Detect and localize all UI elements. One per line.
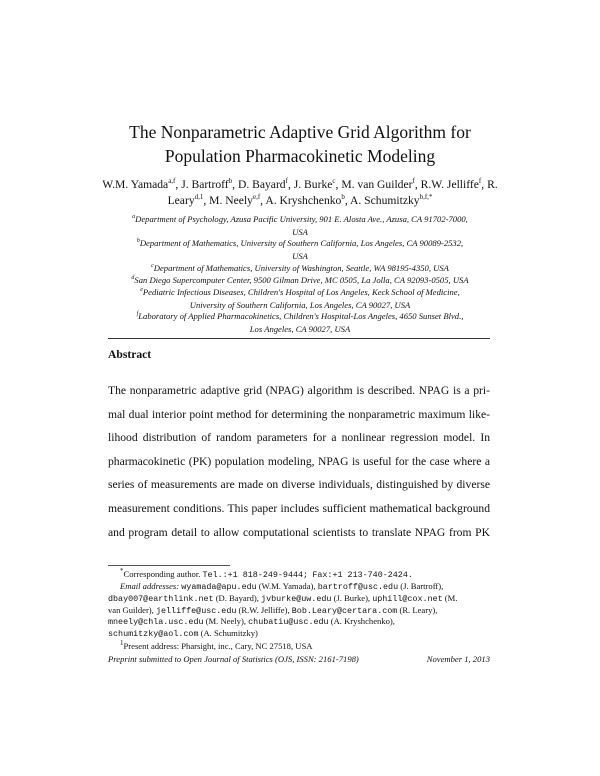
email-address: mneely@chla.usc.edu [108, 617, 204, 628]
email-address: Bob.Leary@certara.com [291, 605, 398, 616]
author-name [102, 178, 175, 191]
email-label: Email addresses: [120, 581, 182, 591]
footnote-mark: * [120, 567, 124, 576]
email-owner: (M. Neely), [203, 616, 249, 627]
affiliation-line: Laboratory of Applied Pharmacokinetics, Children's Hospital-Los Angeles, 4650 Sunset Blvd., [138, 311, 464, 321]
author-name [421, 178, 482, 191]
affiliation-line: Los Angeles, CA 90027, USA [249, 323, 351, 334]
abstract-line: The nonparametric adaptive grid (NPAG) algorithm is described. NPAG is a pri- [108, 384, 490, 397]
affiliation-line: USA [292, 226, 308, 237]
affiliation-line: Department of Mathematics, University of Southern California, Los Angeles, CA 90089-2532, [139, 238, 464, 248]
author-name [294, 178, 336, 191]
email-address: jelliffe@usc.edu [155, 605, 237, 616]
footnote-rule [108, 565, 230, 566]
affiliation-label: b [136, 238, 140, 245]
author-name-text: M. Neely [209, 194, 253, 207]
author-name-text: D. Bayard [237, 178, 286, 191]
author-name [265, 194, 345, 207]
email-owner: van Guilder), [108, 604, 156, 615]
email-address: uphill@cox.net [372, 593, 443, 604]
email-address: bartroff@usc.edu [317, 582, 399, 592]
affiliation-line: USA [292, 250, 308, 261]
corresponding-author-text: Corresponding author. [123, 569, 203, 579]
author-name [238, 178, 288, 191]
email-address: wyamada@apu.edu [181, 582, 257, 592]
affiliation-line: Department of Psychology, Azusa Pacific University, 901 E. Alosta Ave., Azusa, CA 91702-7000, [135, 214, 468, 224]
author-name [181, 178, 232, 191]
abstract-line: measurement conditions. This paper includes sufficient mathematical background [108, 502, 490, 515]
author-affiliation-marker: e,f [252, 193, 261, 202]
author-affiliation-marker: b,f,* [419, 193, 433, 202]
email-address: jvburke@uw.edu [261, 593, 332, 604]
author-affiliation-marker: b [228, 177, 233, 186]
paper-title [60, 120, 540, 168]
author-name-text: W.M. Yamada [102, 178, 169, 191]
author-affiliation-marker: a,f [168, 177, 176, 186]
author-affiliation-marker: f [412, 177, 415, 186]
affiliation-line: San Diego Supercomputer Center, 9500 Gilman Drive, MC 0505, La Jolla, CA 92093-0505, USA [134, 275, 469, 285]
affiliation-line: Department of Mathematics, University of Washington, Seattle, WA 98195-4350, USA [153, 263, 449, 273]
abstract-line: pharmacokinetic (PK) population modeling, NPAG is useful for the case where a [108, 454, 490, 468]
footnote-mark-1: 1 [120, 639, 124, 648]
affiliation-label: a [132, 214, 136, 221]
abstract-line: lihood distribution of random parameters for a nonlinear regression model. In [108, 431, 490, 445]
affiliation [100, 286, 500, 311]
author-name-text: J. Bartroff [181, 178, 229, 191]
email-address: schumitzky@aol.com [108, 629, 199, 640]
author-affiliation-marker: f [478, 177, 482, 186]
email-line [108, 627, 258, 640]
abstract-line: series of measurements are made on diverse individuals, distinguished by diverse [108, 478, 490, 492]
affiliation-label: c [151, 263, 154, 270]
author-name [341, 178, 415, 191]
email-address: chubatiu@usc.edu [248, 617, 329, 628]
author-name [350, 194, 432, 207]
preprint-note: Preprint submitted to Open Journal of Statistics (OJS, ISSN: 2161-7198) [108, 654, 359, 664]
email-owner: (D. Bayard), [213, 592, 262, 603]
submission-date: November 1, 2013 [426, 654, 490, 664]
author-name-text: J. Burke [293, 178, 333, 191]
email-address: dbay007@earthlink.net [108, 593, 214, 604]
abstract-heading: Abstract [108, 348, 152, 361]
affiliation [100, 262, 500, 275]
author-affiliation-marker: f [285, 177, 288, 186]
email-owner: (W.M. Yamada), [256, 581, 318, 591]
abstract-line: and program detail to allow computational scientists to translate NPAG from PK [108, 525, 490, 539]
author-affiliation-marker: d,1 [194, 193, 204, 202]
affiliation [100, 310, 500, 335]
author-list: W.M. Yamada$^{a,f}$, J. Bartroff$^b$, D. Bayard$^f$, J. Burke$^c$, M. van Guilder$^f$, R.W. Jelliffe$^f$, R. Leary$^{d,1}$, M. Neely$^{e,f}$, A. Kryshchenko$^b$, A. Schumitzky$^{b,f,*}$ [102, 177, 498, 207]
fax: Fax:+1 213-740-2424. [312, 570, 413, 580]
footnote-present-address [120, 640, 312, 652]
present-address-text: Present address: Pharsight, inc., Cary, NC 27518, USA [123, 641, 313, 651]
affiliation-label: e [140, 287, 143, 294]
author-name-text: M. van Guilder [341, 178, 413, 191]
email-owner: (J. Burke), [331, 592, 373, 603]
title-line-2: Population Pharmacokinetic Modeling [164, 146, 436, 166]
author-affiliation-marker: b [341, 193, 345, 202]
email-owner: (A. Schumitzky) [198, 628, 258, 639]
author-name-text: A. Schumitzky [350, 194, 420, 207]
affiliation-label: f [136, 311, 139, 318]
author-name-text: R. Leary [167, 178, 498, 207]
author-affiliation-marker: c [332, 177, 336, 186]
email-owner: (R.W. Jelliffe), [236, 604, 292, 615]
affiliation-line: University of Southern California, Los Angeles, CA 90027, USA [189, 299, 411, 310]
affiliation [100, 213, 500, 238]
email-owner: (J. Bartroff), [398, 581, 444, 591]
abstract-line: mal dual interior point method for determining the nonparametric maximum like- [108, 407, 490, 421]
abstract-top-rule [108, 338, 490, 339]
affiliation-label: d [131, 275, 135, 282]
author-name-text: A. Kryshchenko [265, 194, 342, 207]
author-name-text: R.W. Jelliffe [420, 178, 479, 191]
email-owner: (A. Kryshchenko), [328, 616, 395, 627]
email-owner: (R. Leary), [397, 604, 438, 615]
affiliation-line: Pediatric Infectious Diseases, Children's Hospital of Los Angeles, Keck School of Medicine, [142, 287, 460, 297]
affiliation [100, 274, 500, 287]
title-line-1: The Nonparametric Adaptive Grid Algorithm for [129, 122, 471, 142]
affiliation [100, 237, 500, 262]
telephone: Tel.:+1 818-249-9444; [202, 570, 309, 580]
email-owner: (M. [442, 592, 458, 603]
author-name [209, 194, 260, 207]
